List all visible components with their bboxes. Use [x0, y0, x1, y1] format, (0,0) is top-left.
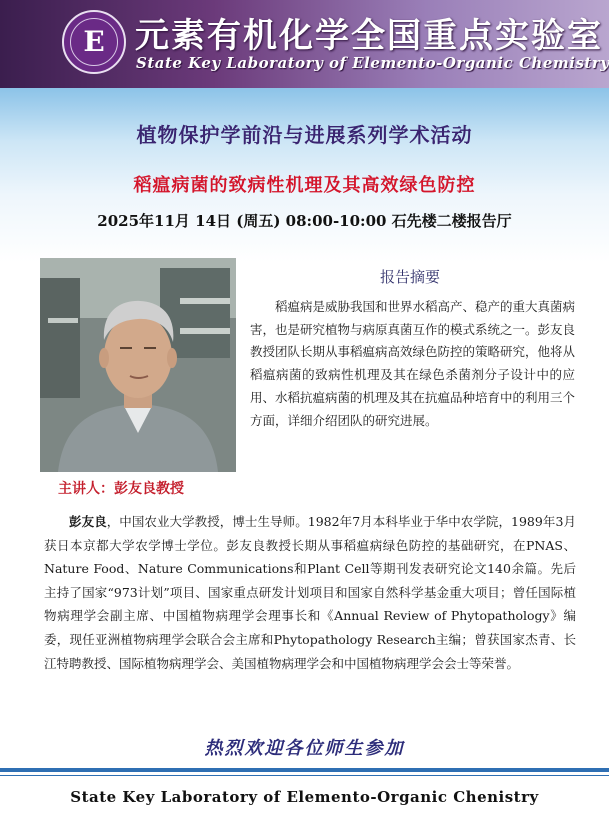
series-title: 植物保护学前沿与进展系列学术活动: [136, 123, 473, 147]
header-banner: [0, 0, 609, 88]
abstract-title: 报告摘要: [379, 268, 440, 286]
speaker-caption: 主讲人：彭友良教授: [58, 481, 184, 497]
speaker-photo-image: [40, 258, 236, 472]
footer-rule-thick: [0, 768, 609, 772]
logo-letter: E: [83, 25, 105, 58]
speaker-photo: [40, 258, 236, 472]
footer-rule-thin: [0, 775, 609, 776]
abstract-text: 稻瘟病是威胁我国和世界水稻高产、稳产的重大真菌病害，也是研究植物与病原真菌互作的模式系统之一。彭友良教授团队长期从事稻瘟病高效绿色防控的策略研究，他将从稻瘟病菌的致病性机理及其在绿色杀菌剂分子设计中的应用、水稻抗瘟病菌的机理及其在抗瘟品种培育中的利用三个方面，详细介绍团队的研究进展。: [250, 299, 576, 428]
talk-topic: 稻瘟病菌的致病性机理及其高效绿色防控: [133, 175, 476, 196]
bio-text: ，中国农业大学教授，博士生导师。1982年7月本科毕业于华中农学院，1989年3月获日本京都大学农学博士学位。彭友良教授长期从事稻瘟病绿色防控的基础研究，在PNAS、Nature Food、Nature Communications和Plant Cell等期刊发表研究论文140余篇。先后主持了国家“973计划”项目、国家重点研发计划项目和国家自然科学基金重大项目；曾任国际植物病理学会副主席、中国植物病理学会理事长和《Annual Review of Phytopathology》编委，现任亚洲植物病理学会联合会主席和Phytopathology Research主编；曾获国家杰青、长江特聘教授、国际植物病理学会、美国植物病理学会和中国植物病理学会会士等荣誉。: [44, 514, 576, 671]
event-datetime: 2025年11月 14日 (周五) 08:00-10:00 石先楼二楼报告厅: [97, 212, 512, 230]
footer-lab-name: State Key Laboratory of Elemento-Organic Chenistry: [70, 788, 539, 806]
lab-title-english: State Key Laboratory of Elemento-Organic Chemistry: [136, 54, 609, 72]
bio-name: 彭友良: [69, 514, 107, 529]
lab-title-chinese: 元素有机化学全国重点实验室: [135, 16, 603, 56]
welcome-message: 热烈欢迎各位师生参加: [204, 738, 405, 759]
speaker-bio: [44, 510, 576, 675]
university-logo: [62, 10, 126, 74]
